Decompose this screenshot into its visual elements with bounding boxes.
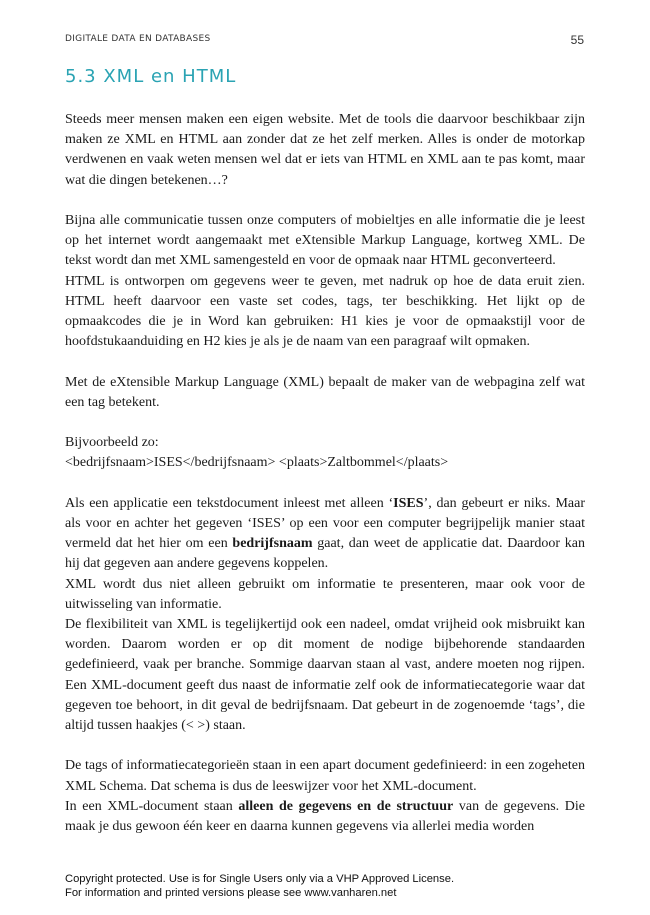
text-run: van de gegevens. Die maak je dus gewoon één keer en daarna kunnen gegevens via allerlei media worden <box>65 798 585 835</box>
paragraph: Bijna alle communicatie tussen onze computers of mobieltjes en alle informatie die je leest op het internet wordt aangemaakt met eXtensible Markup Language, kortweg XML. De tekst wordt dan met XML samengesteld en voor de opmaak naar HTML geconverteerd. <box>65 213 585 269</box>
section-title: 5.3 XML en HTML <box>65 66 237 87</box>
paragraph: XML wordt dus niet alleen gebruikt om informatie te presenteren, maar ook voor de uitwisseling van informatie. <box>65 576 585 612</box>
bold-term: alleen de gegevens en de structuur <box>238 798 454 814</box>
text-run: gaat, dan weet de applicatie dat. Daardoor kan hij dat gegeven aan andere gegevens koppelen. <box>65 536 585 572</box>
text-run: In een XML-document staan <box>65 798 239 814</box>
copyright-footer <box>65 872 454 900</box>
text-run: Als een applicatie een tekstdocument inleest met alleen ‘ <box>65 495 394 511</box>
footer-line: Copyright protected. Use is for Single Users only via a VHP Approved License. <box>65 873 455 885</box>
running-head: DIGITALE DATA EN DATABASES <box>65 34 211 44</box>
paragraph: Bijvoorbeeld zo: <box>65 435 159 451</box>
paragraph: HTML is ontworpen om gegevens weer te geven, met nadruk op hoe de data eruit zien. HTML heeft daarvoor een vaste set codes, tags, ter beschikking. Het lijkt op de opmaakcodes die je in Word kan gebruiken: H1 kies je voor de opmaakstijl voor de hoofdstukaanduiding en H2 kies je als je de naam van een paragraaf wilt opmaken. <box>65 273 585 350</box>
paragraph <box>65 494 585 575</box>
page-number: 55 <box>570 33 584 47</box>
paragraph: De flexibiliteit van XML is tegelijkertijd ook een nadeel, omdat vrijheid ook misbruikt kan worden. Daarom worden er op dit moment de nodige bijbehorende standaarden gedefinieerd, vaak per branche. Sommige daarvan staan al vast, andere moeten nog rijpen. Een XML-document geeft dus naast de informatie zelf ook de informatiecategorie waar dat gegeven toe behoort, in dit geval de bedrijfsnaam. Dat gebeurt in de zogenoemde ‘tags’, die altijd tussen haakjes (< >) staan. <box>65 617 585 734</box>
paragraph <box>65 797 585 837</box>
bold-term: ISES <box>393 495 424 511</box>
text-run: ’, dan gebeurt er niks. Maar als voor en achter het gegeven ‘ISES’ op een voor een computer begrijpelijk manier staat vermeld dat het hier om een <box>65 495 585 552</box>
footer-line: For information and printed versions please see www.vanharen.net <box>65 887 397 899</box>
paragraph: Steeds meer mensen maken een eigen website. Met de tools die daarvoor beschikbaar zijn maken ze XML en HTML aan zonder dat ze het zelf merken. Alles is onder de motorkap verdwenen en vaak weten mensen wel dat er iets van HTML en XML aan te pas komt, maar wat die dingen betekenen…? <box>65 112 585 188</box>
body-text <box>65 110 585 837</box>
bold-term: bedrijfsnaam <box>232 536 313 552</box>
xml-example: <bedrijfsnaam>ISES</bedrijfsnaam> <plaats>Zaltbommel</plaats> <box>65 455 449 471</box>
paragraph: De tags of informatiecategorieën staan in een apart document gedefinieerd: in een zogeheten XML Schema. Dat schema is dus de leeswijzer voor het XML-document. <box>65 758 585 794</box>
paragraph: Met de eXtensible Markup Language (XML) bepaalt de maker van de webpagina zelf wat een tag betekent. <box>65 374 585 410</box>
